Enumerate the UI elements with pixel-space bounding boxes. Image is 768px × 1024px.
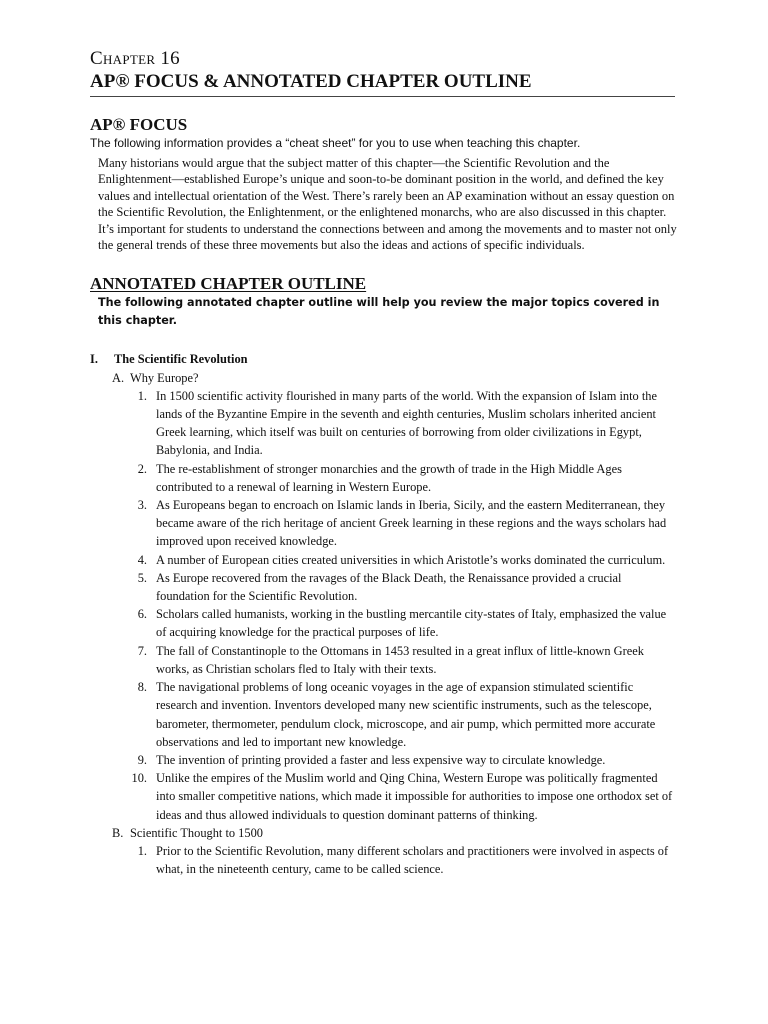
outline-list-b <box>90 842 675 878</box>
outline-item-text: A number of European cities created universities in which Aristotle’s works dominated the curriculum. <box>156 552 666 567</box>
outline-item-number: 9. <box>137 752 147 767</box>
outline-item-number: 1. <box>137 388 147 403</box>
outline-item-text: Prior to the Scientific Revolution, many different scholars and practitioners were involved in aspects of what, in the nineteenth century, came to be called science. <box>156 843 669 877</box>
outline-item <box>126 678 675 751</box>
outline-section <box>90 350 675 368</box>
outline-item <box>126 751 675 769</box>
chapter-title: AP® FOCUS & ANNOTATED CHAPTER OUTLINE <box>90 70 675 97</box>
outline-item-text: As Europe recovered from the ravages of the Black Death, the Renaissance provided a crucial foundation for the Scientific Revolution. <box>156 570 622 604</box>
outline-subsection-title: Why Europe? <box>130 370 199 385</box>
outline-item-number: 7. <box>137 643 147 658</box>
outline-item-number: 4. <box>137 552 147 567</box>
outline-subsection-b <box>112 824 675 842</box>
outline-item-text: As Europeans began to encroach on Islamic lands in Iberia, Sicily, and the eastern Mediterranean, they became aware of the rich heritage of ancient Greek learning in these regions and the ways scholars had improved upon received knowledge. <box>156 498 667 549</box>
outline-item-number: 1. <box>137 843 147 858</box>
ap-focus-heading: AP® FOCUS <box>90 115 188 134</box>
outline-item <box>126 460 675 496</box>
outline-heading: ANNOTATED CHAPTER OUTLINE <box>90 274 367 294</box>
outline-subsection-title: Scientific Thought to 1500 <box>130 825 263 840</box>
outline-item <box>126 842 675 878</box>
outline-item <box>126 569 675 605</box>
outline-list-a <box>90 387 675 824</box>
outline-item-number: 6. <box>137 607 147 622</box>
outline-item <box>126 387 675 460</box>
outline-item <box>126 605 675 641</box>
outline-item-text: Unlike the empires of the Muslim world and Qing China, Western Europe was politically fragmented into smaller competitive nations, which made it impossible for authorities to impose one orthodox set of ideas and thus allowed individuals to question dominant patterns of thinking. <box>156 771 673 822</box>
ap-focus-intro: The following information provides a “cheat sheet” for you to use when teaching this chapter. <box>90 136 581 150</box>
outline-item-text: The navigational problems of long oceanic voyages in the age of expansion stimulated scientific research and invention. Inventors developed many new scientific instruments, such as the telescope, barometer, thermometer, pendulum clock, microscope, and air pump, which permitted more accurate observations and led to important new knowledge. <box>156 680 656 749</box>
outline-item <box>126 551 675 569</box>
outline-section-number: I. <box>90 352 98 367</box>
outline-item-text: Scholars called humanists, working in the bustling mercantile city-states of Italy, emphasized the value of acquiring knowledge for the practical purposes of life. <box>156 607 667 640</box>
outline-item <box>126 642 675 678</box>
outline-item <box>126 496 675 551</box>
document-page <box>90 48 675 878</box>
chapter-outline <box>90 350 675 878</box>
outline-item <box>126 769 675 824</box>
outline-item-number: 10. <box>131 771 147 786</box>
outline-subsection-number: B. <box>112 825 124 840</box>
outline-intro: The following annotated chapter outline will help you review the major topics covered in this chapter. <box>98 296 660 328</box>
outline-item-text: The re-establishment of stronger monarchies and the growth of trade in the High Middle Ages contributed to a renewal of learning in Western Europe. <box>156 461 622 494</box>
chapter-label: Chapter 16 <box>90 48 180 69</box>
outline-item-text: The invention of printing provided a faster and less expensive way to circulate knowledge. <box>156 752 606 767</box>
outline-item-number: 5. <box>137 570 147 585</box>
outline-item-number: 8. <box>137 680 147 695</box>
outline-section-title: The Scientific Revolution <box>114 352 248 367</box>
outline-item-text: The fall of Constantinople to the Ottomans in 1453 resulted in a great influx of little-known Greek works, as Christian scholars fled to Italy with their texts. <box>156 643 644 676</box>
outline-subsection-a <box>112 369 675 387</box>
outline-item-number: 2. <box>137 461 147 476</box>
outline-item-text: In 1500 scientific activity flourished in many parts of the world. With the expansion of Islam into the lands of the Byzantine Empire in the seventh and eighth centuries, Muslim scholars inherited ancient Greek learning, which itself was built on centuries of borrowing from older civilizations in Egypt, Babylonia, and India. <box>156 388 657 458</box>
ap-focus-body: Many historians would argue that the subject matter of this chapter—the Scientific Revolution and the Enlightenment—established Europe’s unique and soon-to-be dominant position in the world, and defined the key values and intellectual orientation of the West. There’s rarely been an AP examination without an essay question on the Scientific Revolution, the Enlightenment, or the enlightened monarchs, who are also discussed in this chapter. It’s important for students to understand the connections between and among the movements and to master not only the general trends of these three movements but also the ideas and actions of specific individuals. <box>98 156 677 253</box>
outline-subsection-number: A. <box>112 370 125 385</box>
outline-item-number: 3. <box>137 498 147 513</box>
